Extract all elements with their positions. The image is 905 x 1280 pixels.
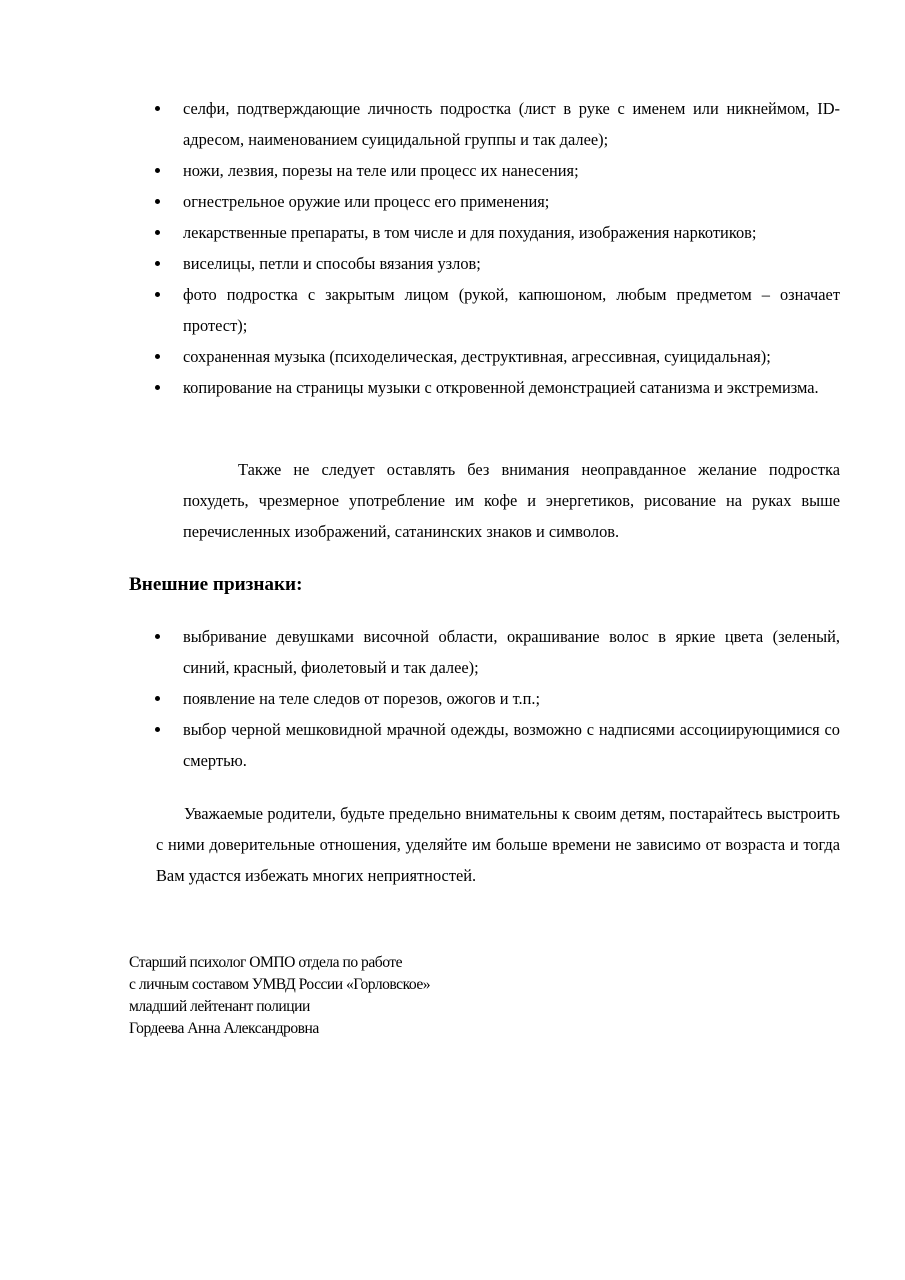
bullet-icon [155, 168, 160, 173]
list-item: сохраненная музыка (психоделическая, деструктивная, агрессивная, суицидальная); [0, 341, 905, 372]
paragraph-appeal-to-parents: Уважаемые родители, будьте предельно внимательны к своим детям, постарайтесь выстроить с ними доверительные отношения, уделяйте им больше времени не зависимо от возраста и тогда Вам удастся избежать многих неприятностей. [156, 804, 840, 885]
list-item: виселицы, петли и способы вязания узлов; [0, 248, 905, 279]
list-item: фото подростка с закрытым лицом (рукой, капюшоном, любым предметом – означает протест); [0, 279, 905, 341]
bullet-icon [155, 199, 160, 204]
bullet-icon [155, 634, 160, 639]
bullet-icon [155, 292, 160, 297]
signature-department: с личным составом УМВД России «Горловское» [129, 976, 431, 993]
signature-name: Гордеева Анна Александровна [129, 1020, 319, 1037]
bullet-list-external-signs [0, 621, 905, 776]
bullet-icon [155, 230, 160, 235]
list-item: ножи, лезвия, порезы на теле или процесс их нанесения; [0, 155, 905, 186]
signature-rank: младший лейтенант полиции [129, 998, 310, 1015]
list-item: появление на теле следов от порезов, ожогов и т.п.; [0, 683, 905, 714]
bullet-icon [155, 106, 160, 111]
bullet-list-signs [0, 93, 905, 403]
list-item: выбривание девушками височной области, окрашивание волос в яркие цвета (зеленый, синий, красный, фиолетовый и так далее); [0, 621, 905, 683]
bullet-icon [155, 696, 160, 701]
bullet-icon [155, 261, 160, 266]
signature-block [129, 952, 430, 1040]
signature-position: Старший психолог ОМПО отдела по работе [129, 954, 403, 971]
list-item: выбор черной мешковидной мрачной одежды, возможно с надписями ассоциирующимися со смертью. [0, 714, 905, 776]
list-item: селфи, подтверждающие личность подростка (лист в руке с именем или никнеймом, ID-адресом, наименованием суицидальной группы и так далее); [0, 93, 905, 155]
paragraph-additional-signs: Также не следует оставлять без внимания неоправданное желание подростка похудеть, чрезмерное употребление им кофе и энергетиков, рисование на руках выше перечисленных изображений, сатанинских знаков и символов. [183, 460, 840, 541]
list-item: копирование на страницы музыки с откровенной демонстрацией сатанизма и экстремизма. [0, 372, 905, 403]
bullet-icon [155, 727, 160, 732]
bullet-icon [155, 385, 160, 390]
list-item: лекарственные препараты, в том числе и для похудания, изображения наркотиков; [0, 217, 905, 248]
section-heading-external-signs: Внешние признаки: [129, 574, 303, 595]
list-item: огнестрельное оружие или процесс его применения; [0, 186, 905, 217]
bullet-icon [155, 354, 160, 359]
